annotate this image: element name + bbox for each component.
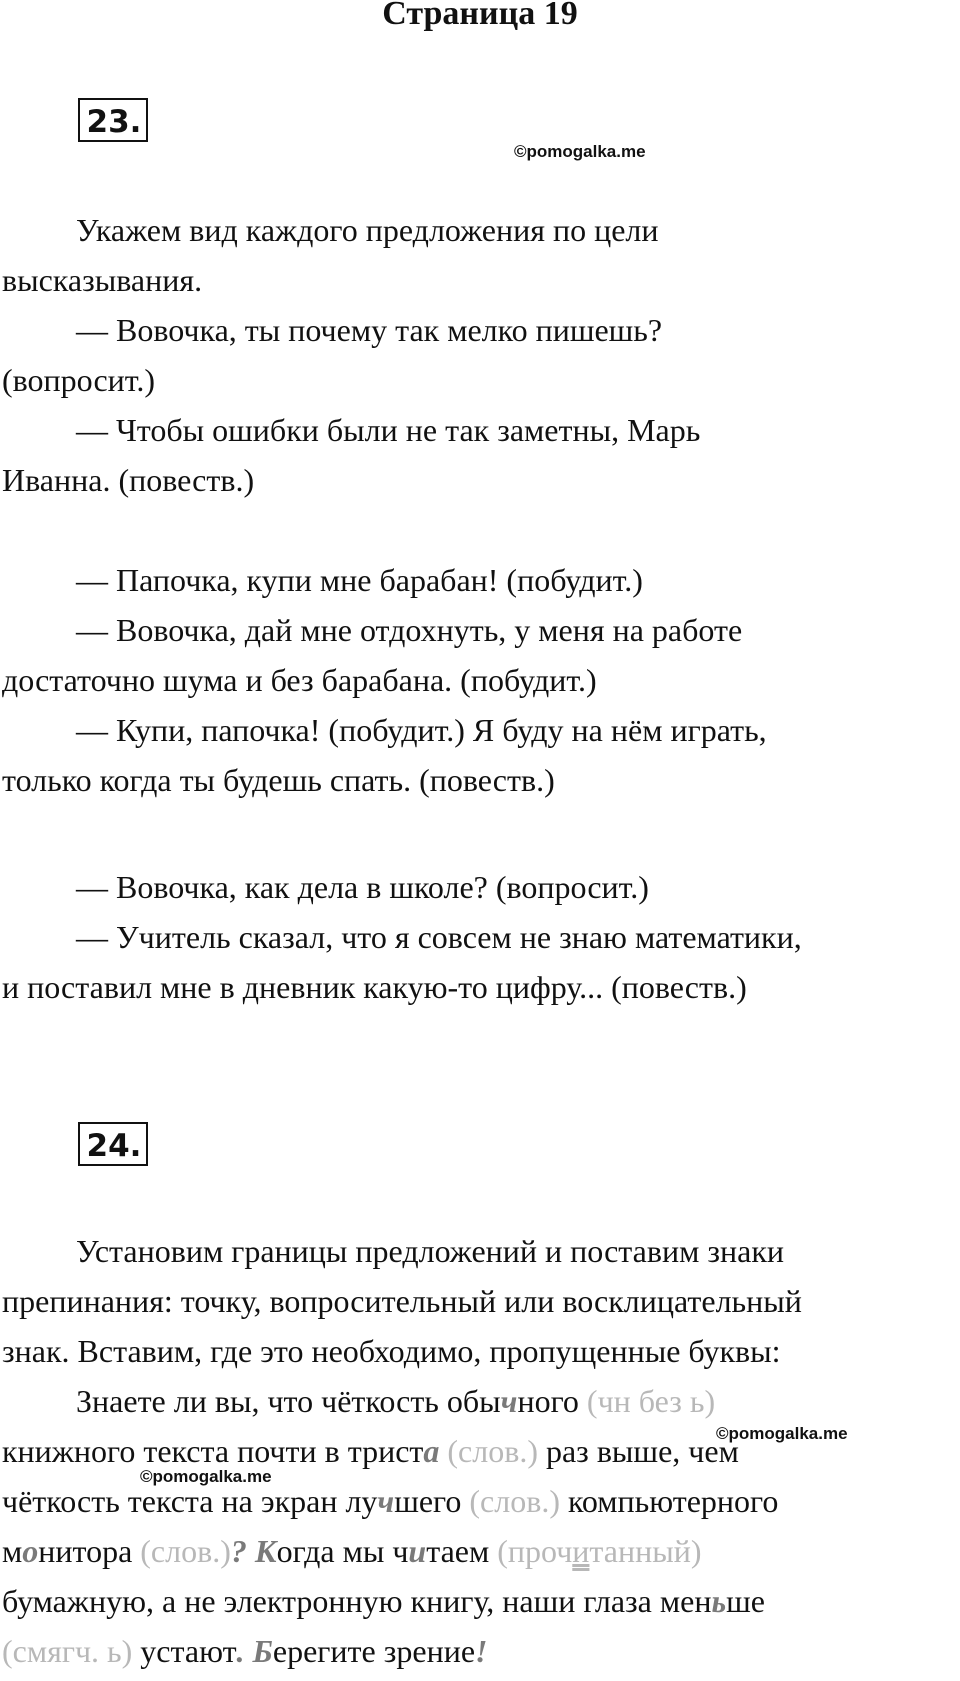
rule-note <box>497 1533 701 1569</box>
text-run: компьютерного <box>559 1483 779 1519</box>
text-line: — Купи, папочка! (побудит.) Я буду на нём играть, <box>76 712 767 748</box>
text-run: ного <box>517 1383 587 1419</box>
text-line: — Вовочка, дай мне отдохнуть, у меня на работе <box>76 612 743 648</box>
text-line <box>2 1526 960 1576</box>
task-23-text <box>2 555 960 805</box>
rule-note: (слов.) <box>447 1433 538 1469</box>
inserted-letter: ч <box>500 1383 518 1419</box>
text-run: ше <box>726 1583 765 1619</box>
text-line: — Чтобы ошибки были не так заметны, Марь <box>76 412 701 448</box>
task-23-text <box>2 205 960 505</box>
rule-note: (чн без ь) <box>586 1383 716 1419</box>
rule-note: (смягч. ь) <box>2 1633 133 1669</box>
rule-note: (слов.) <box>469 1483 560 1519</box>
inserted-letter: ч <box>377 1483 395 1519</box>
inserted-letter: ь <box>711 1583 727 1619</box>
text-run: огда мы ч <box>276 1533 409 1569</box>
task-24-text <box>2 1226 960 1676</box>
text-line: — Учитель сказал, что я совсем не знаю математики, <box>76 919 802 955</box>
text-line <box>2 1376 960 1426</box>
text-run: таем <box>426 1533 498 1569</box>
watermark: ©pomogalka.me <box>140 1467 272 1486</box>
page-title: Страница 19 <box>382 0 578 32</box>
task-number-23: 23. <box>78 98 148 142</box>
text-line: знак. Вставим, где это необходимо, пропущенные буквы: <box>2 1333 781 1369</box>
inserted-letter: а <box>423 1433 440 1469</box>
text-line: высказывания. <box>2 262 203 298</box>
task-number-24: 24. <box>78 1122 148 1166</box>
watermark: ©pomogalka.me <box>716 1424 848 1443</box>
rule-note-part: танный) <box>589 1533 702 1569</box>
text-line: препинания: точку, вопросительный или восклицательный <box>2 1283 802 1319</box>
text-line: достаточно шума и без барабана. (побудит.) <box>2 662 597 698</box>
text-run: шего <box>394 1483 470 1519</box>
inserted-letter: о <box>22 1533 39 1569</box>
rule-note-part: (проч <box>497 1533 573 1569</box>
text-line: Иванна. (повеств.) <box>2 462 255 498</box>
rule-note-underlined: и <box>572 1533 590 1569</box>
text-run: нитора <box>38 1533 141 1569</box>
text-line: только когда ты будешь спать. (повеств.) <box>2 762 555 798</box>
text-line <box>2 1626 960 1676</box>
inserted-punctuation: ! <box>475 1633 488 1669</box>
rule-note: (слов.) <box>140 1533 231 1569</box>
text-line: — Вовочка, ты почему так мелко пишешь? <box>76 312 663 348</box>
text-run: книжного текста почти в трист <box>2 1433 424 1469</box>
text-run: Знаете ли вы, что чёткость обы <box>76 1383 501 1419</box>
text-line: и поставил мне в дневник какую-то цифру... (повеств.) <box>2 969 747 1005</box>
text-run: м <box>2 1533 23 1569</box>
task-23-text <box>2 862 960 1012</box>
inserted-letter: и <box>408 1533 427 1569</box>
text-line: Установим границы предложений и поставим знаки <box>76 1233 784 1269</box>
text-run: ерегите зрение <box>272 1633 476 1669</box>
text-line: (вопросит.) <box>2 362 156 398</box>
text-run: чёткость текста на экран лу <box>2 1483 378 1519</box>
text-run: раз выше, чем <box>537 1433 739 1469</box>
inserted-punctuation: ? К <box>230 1533 277 1569</box>
text-run: устают <box>132 1633 237 1669</box>
text-line: — Папочка, купи мне барабан! (побудит.) <box>76 562 643 598</box>
text-line: Укажем вид каждого предложения по цели <box>76 212 659 248</box>
text-line: — Вовочка, как дела в школе? (вопросит.) <box>76 869 649 905</box>
text-run: бумажную, а не электронную книгу, наши глаза мен <box>2 1583 712 1619</box>
text-line <box>2 1576 960 1626</box>
watermark: ©pomogalka.me <box>514 142 646 161</box>
inserted-punctuation: . Б <box>236 1633 273 1669</box>
